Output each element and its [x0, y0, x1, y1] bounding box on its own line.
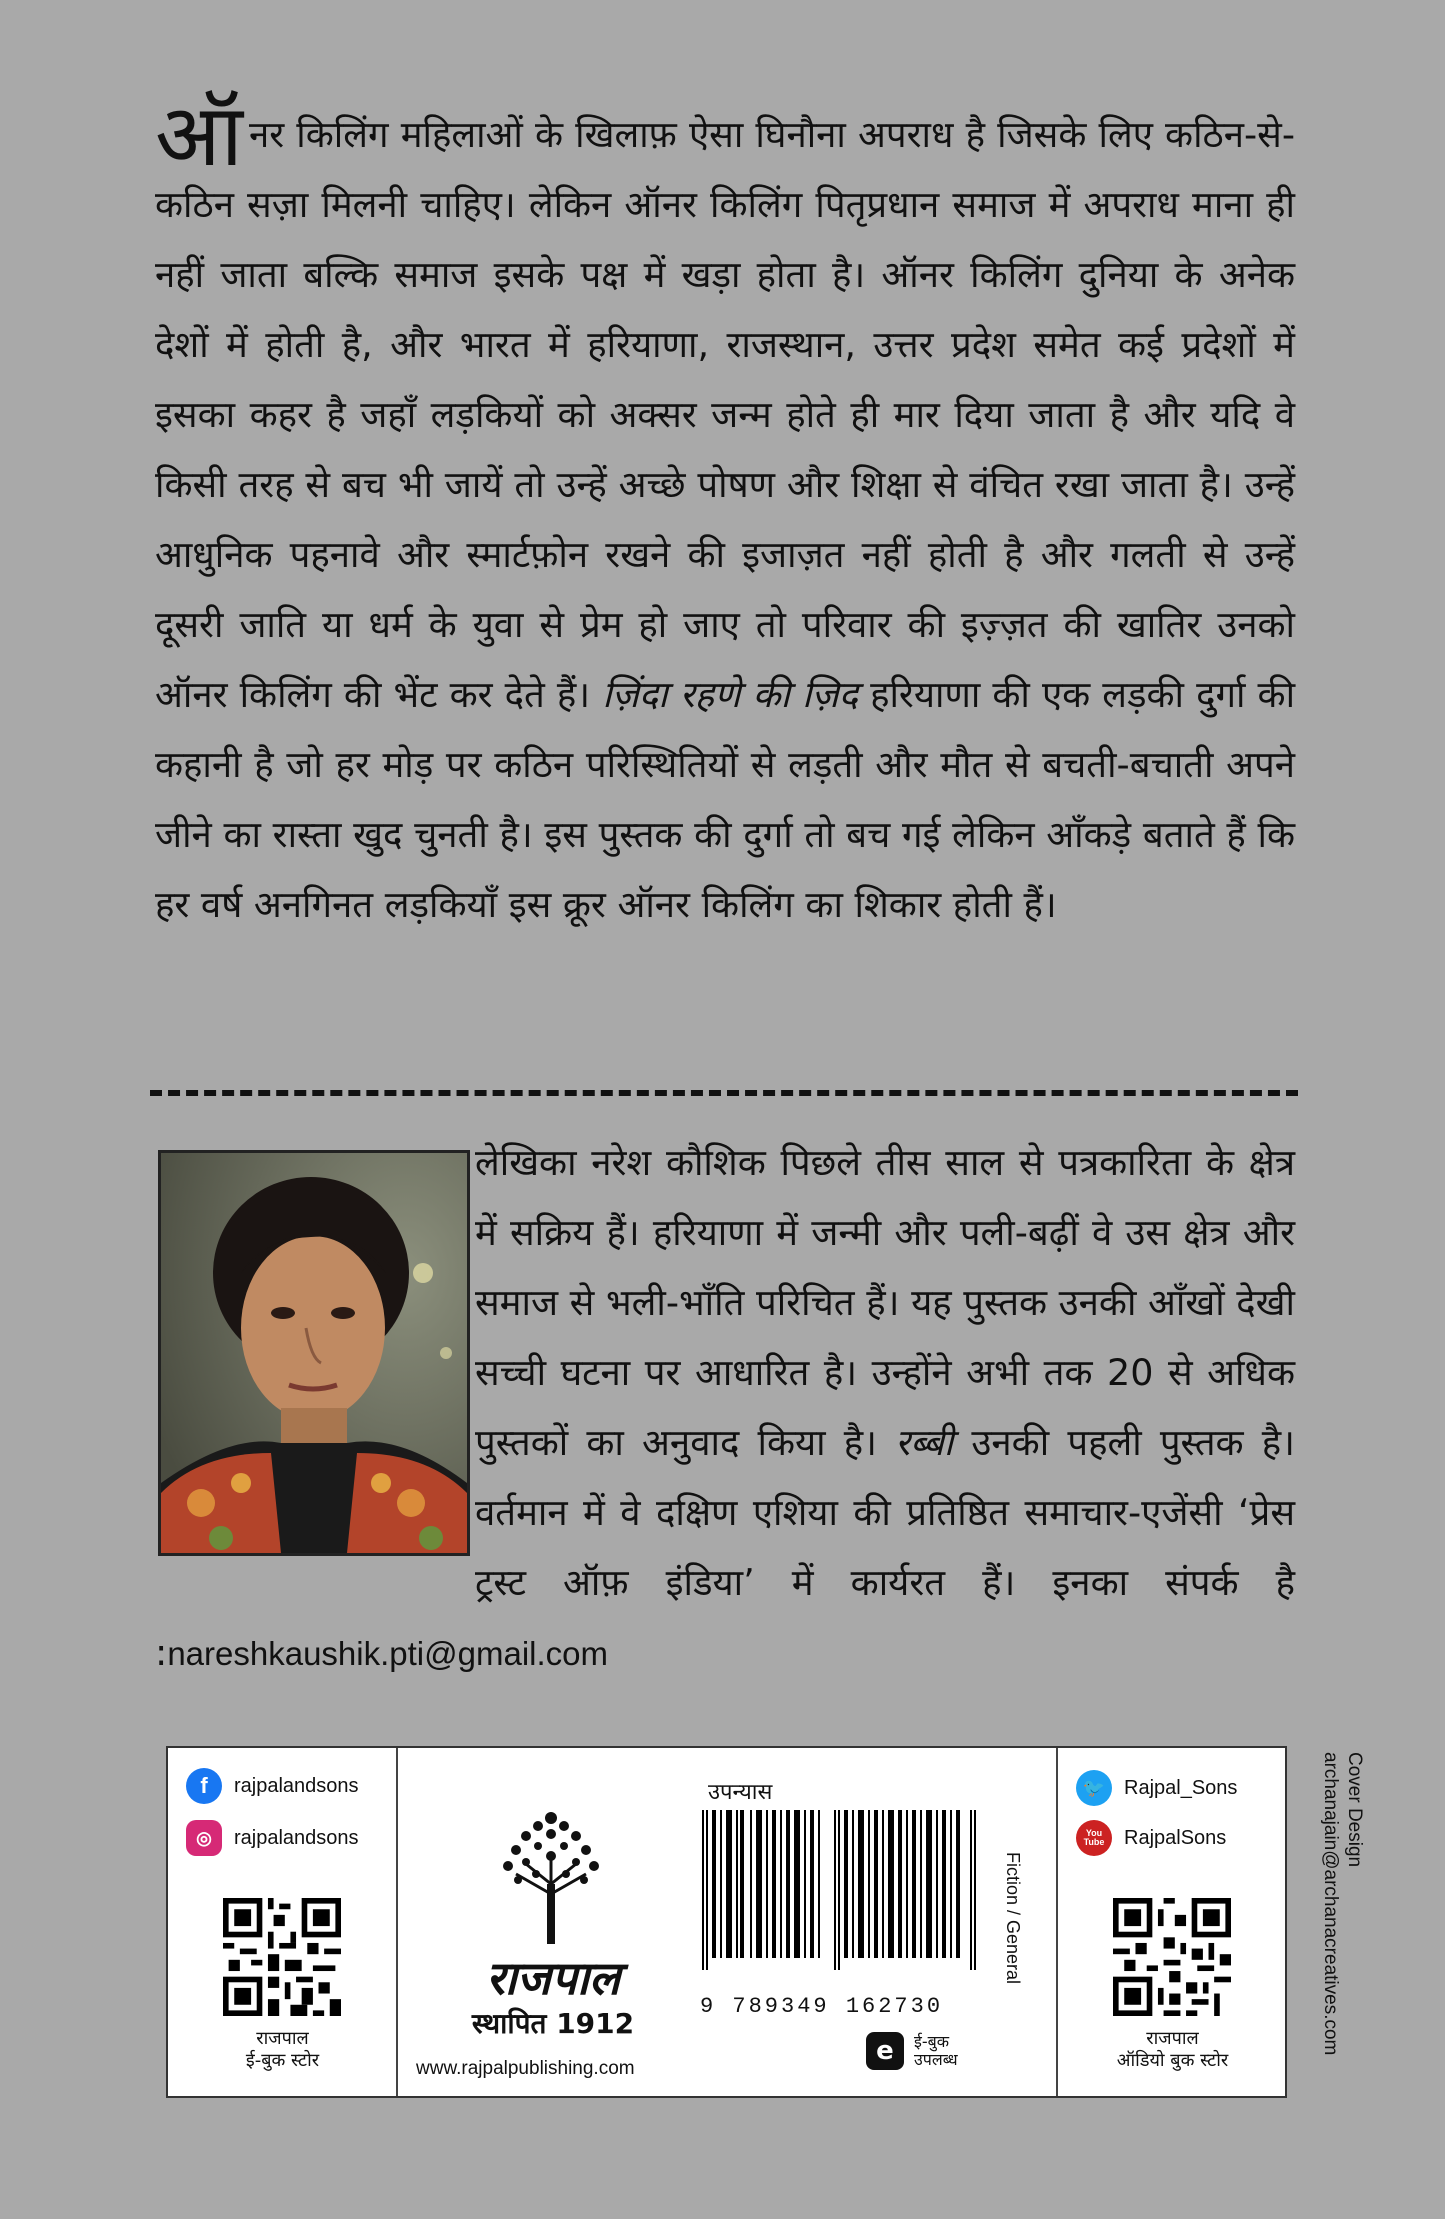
footer-panel [166, 1746, 1287, 2098]
footer-right-column [1056, 1748, 1287, 2096]
ebook-icon: e [866, 2032, 904, 2070]
publisher-logo-name: राजपाल [485, 1951, 621, 2005]
cover-designer-email[interactable]: archanajain@archanacreatives.com [1320, 1752, 1341, 2056]
youtube-icon: You Tube [1076, 1820, 1112, 1856]
ebook-store-label-1: राजपाल [256, 2028, 309, 2049]
audiobook-store-label-1: राजपाल [1146, 2028, 1199, 2049]
youtube-link[interactable] [1076, 1820, 1226, 1856]
facebook-icon: f [186, 1768, 222, 1804]
blurb-paragraph [155, 86, 1296, 940]
isbn-digits: 9 789349 162730 [700, 1994, 944, 2019]
book-title: ज़िंदा रहणे की ज़िद [602, 673, 858, 716]
bio-text-part2: उनकी पहली पुस्तक है। वर्तमान में वे दक्षिण एशिया की प्रतिष्ठित समाचार-एजेंसी ‘प्रेस ट्रस्ट ऑफ़ इंडिया’ में कार्यरत हैं। इनका संपर्क है : [155, 1421, 1295, 1674]
isbn-barcode [702, 1810, 978, 1970]
youtube-handle: RajpalSons [1124, 1826, 1227, 1849]
facebook-handle: rajpalandsons [234, 1774, 359, 1797]
publisher-website[interactable]: www.rajpalpublishing.com [416, 2058, 635, 2079]
genre-label: उपन्यास [708, 1780, 773, 1805]
cover-design-credit [1318, 1752, 1366, 2055]
instagram-icon: ◎ [186, 1820, 222, 1856]
author-email[interactable]: nareshkaushik.pti@gmail.com [167, 1635, 608, 1672]
drop-cap: ऑ [155, 86, 243, 186]
prev-book-title: रब्बी [895, 1421, 954, 1464]
instagram-link[interactable] [186, 1820, 359, 1856]
twitter-handle: Rajpal_Sons [1124, 1776, 1238, 1799]
twitter-bird-icon: 🐦 [1076, 1770, 1112, 1806]
blurb-text-part1: नर किलिंग महिलाओं के खिलाफ़ ऐसा घिनौना अपराध है जिसके लिए कठिन-से-कठिन सज़ा मिलनी चाहिए। लेकिन ऑनर किलिंग पितृप्रधान समाज में अपराध माना ही नहीं जाता बल्कि समाज इसके पक्ष में खड़ा होता है। ऑनर किलिंग दुनिया के अनेक देशों में होती है, और भारत में हरियाणा, राजस्थान, उत्तर प्रदेश समेत कई प्रदेशों में इसका कहर है जहाँ लड़कियों को अक्सर जन्म होते ही मार दिया जाता है और यदि वे किसी तरह से बच भी जायें तो उन्हें अच्छे पोषण और शिक्षा से वंचित रखा जाता है। उन्हें आधुनिक पहनावे और स्मार्टफ़ोन रखने की इजाज़त नहीं होती है और गलती से उन्हें दूसरी जाति या धर्म के युवा से प्रेम हो जाए तो परिवार की इज़्ज़त की खातिर उनको ऑनर किलिंग की भेंट कर देते हैं। [155, 113, 1295, 716]
facebook-link[interactable] [186, 1768, 359, 1804]
genre-category-vertical: Fiction / General [1003, 1852, 1023, 1985]
ebook-store-label-2: ई-बुक स्टोर [245, 2050, 320, 2071]
cover-design-label: Cover Design [1344, 1752, 1365, 1868]
twitter-link[interactable] [1076, 1770, 1237, 1806]
audiobook-store-label-2: ऑडियो बुक स्टोर [1116, 2050, 1229, 2071]
ebook-store-qr-code[interactable] [223, 1898, 341, 2016]
ebook-line-2: उपलब्ध [914, 2050, 958, 2069]
dashed-divider [150, 1090, 1298, 1096]
footer-left-column [168, 1748, 398, 2096]
publisher-tree-logo-icon [496, 1804, 606, 1944]
blurb-text-part2: हरियाणा की एक लड़की दुर्गा की कहानी है जो हर मोड़ पर कठिन परिस्थितियों से लड़ती और मौत से बचती-बचाती अपने जीने का रास्ता खुद चुनती है। इस पुस्तक की दुर्गा तो बच गई लेकिन आँकड़े बताते हैं कि हर वर्ष अनगिनत लड़कियाँ इस क्रूर ऑनर किलिंग का शिकार होती हैं। [155, 673, 1296, 926]
ebook-line-1: ई-बुक [914, 2032, 950, 2051]
instagram-handle: rajpalandsons [234, 1826, 359, 1849]
bio-text-part1: लेखिका नरेश कौशिक पिछले तीस साल से पत्रकारिता के क्षेत्र में सक्रिय हैं। हरियाणा में जन्मी और पली-बढ़ीं वे उस क्षेत्र और समाज से भली-भाँति परिचित हैं। यह पुस्तक उनकी आँखों देखी सच्ची घटना पर आधारित है। उन्होंने अभी तक 20 से अधिक पुस्तकों का अनुवाद किया है। [475, 1141, 1295, 1464]
author-bio [155, 1128, 1295, 1689]
ebook-available-badge [866, 2032, 958, 2070]
audiobook-store-qr-code[interactable] [1113, 1898, 1231, 2016]
publisher-established: स्थापित 1912 [471, 2007, 635, 2040]
